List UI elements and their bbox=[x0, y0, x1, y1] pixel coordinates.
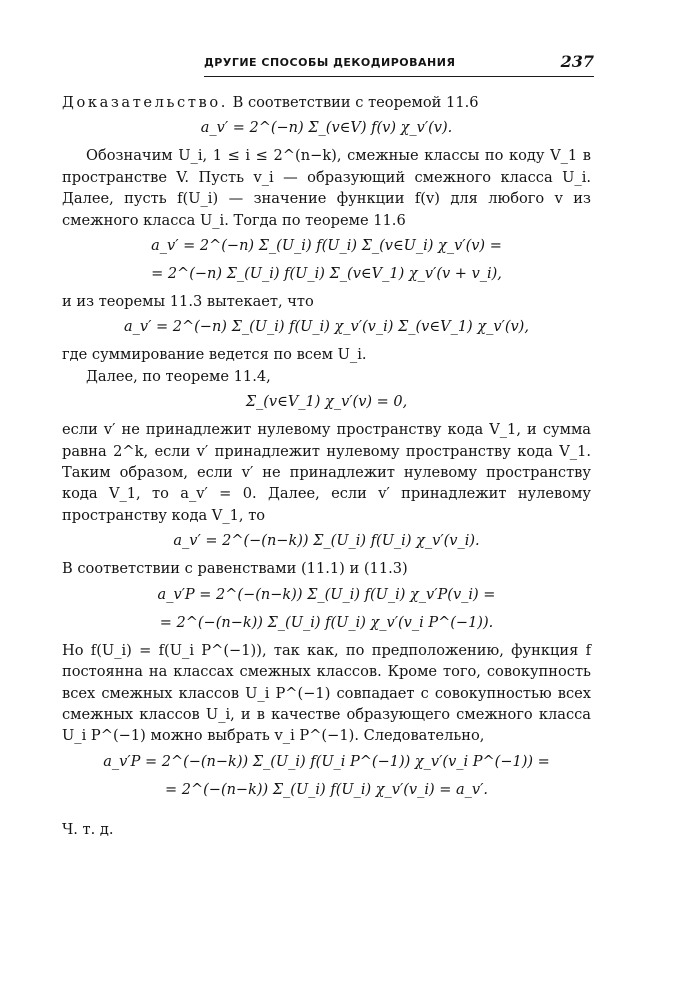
paragraph-2: Обозначим U_i, 1 ≤ i ≤ 2^(n−k), смежные классы по коду V_1 в пространстве V. Пусть v_i — образующий смежного класса U_i. Далее, пусть f(U_i) — значение функции f(v) для любого v из смежного класса U_i. Тогда по теореме 11.6 bbox=[62, 147, 591, 229]
paragraph-4: где суммирование ведется по всем U_i. bbox=[62, 346, 367, 364]
proof-label: Доказательство. bbox=[62, 94, 228, 111]
paragraph-3: и из теоремы 11.3 вытекает, что bbox=[62, 293, 314, 311]
page-header bbox=[204, 54, 594, 77]
equation-6b: = 2^(−(n−k)) Σ_(U_i) f(U_i) χ_v′(v_i P^(−1)). bbox=[159, 614, 494, 631]
paragraph-6: если v′ не принадлежит нулевому пространству кода V_1, и сумма равна 2^k, если v′ принадлежит нулевому пространству кода V_1. Таким образом, если v′ не принадлежит нулевому пространству кода V_1, то a_v′ = 0. Далее, если v′ принадлежит нулевому пространству кода V_1, то bbox=[62, 421, 591, 524]
equation-5: a_v′ = 2^(−(n−k)) Σ_(U_i) f(U_i) χ_v′(v_i). bbox=[173, 533, 480, 550]
equation-2b: = 2^(−n) Σ_(U_i) f(U_i) Σ_(v∈V_1) χ_v′(v + v_i), bbox=[151, 266, 502, 283]
equation-3: a_v′ = 2^(−n) Σ_(U_i) f(U_i) χ_v′(v_i) Σ_(v∈V_1) χ_v′(v), bbox=[124, 319, 529, 336]
equation-4: Σ_(v∈V_1) χ_v′(v) = 0, bbox=[245, 394, 408, 411]
qed-mark: Ч. т. д. bbox=[62, 820, 114, 838]
proof-paragraph-1 bbox=[62, 92, 591, 113]
equation-7a: a_v′P = 2^(−(n−k)) Σ_(U_i) f(U_i P^(−1)) χ_v′(v_i P^(−1)) = bbox=[103, 753, 550, 770]
paragraph-text: В соответствии с теоремой 11.6 bbox=[232, 94, 479, 111]
paragraph-5: Далее, по теореме 11.4, bbox=[86, 367, 271, 385]
running-head: ДРУГИЕ СПОСОБЫ ДЕКОДИРОВАНИЯ bbox=[204, 56, 456, 69]
equation-6a: a_v′P = 2^(−(n−k)) Σ_(U_i) f(U_i) χ_v′P(v_i) = bbox=[157, 586, 496, 603]
page-body bbox=[62, 92, 591, 840]
equation-7b: = 2^(−(n−k)) Σ_(U_i) f(U_i) χ_v′(v_i) = a_v′. bbox=[165, 781, 488, 798]
page-number: 237 bbox=[560, 52, 594, 71]
paragraph-8: Но f(U_i) = f(U_i P^(−1)), так как, по предположению, функция f постоянна на классах смежных классов. Кроме того, совокупность всех смежных классов U_i P^(−1) совпадает с совокупностью всех смежных классов U_i, и в качестве образующего смежного класса U_i P^(−1) можно выбрать v_i P^(−1). Следовательно, bbox=[62, 641, 591, 745]
equation-1: a_v′ = 2^(−n) Σ_(v∈V) f(v) χ_v′(v). bbox=[200, 120, 453, 137]
paragraph-7: В соответствии с равенствами (11.1) и (11.3) bbox=[62, 560, 408, 578]
equation-2a: a_v′ = 2^(−n) Σ_(U_i) f(U_i) Σ_(v∈U_i) χ_v′(v) = bbox=[151, 238, 502, 255]
